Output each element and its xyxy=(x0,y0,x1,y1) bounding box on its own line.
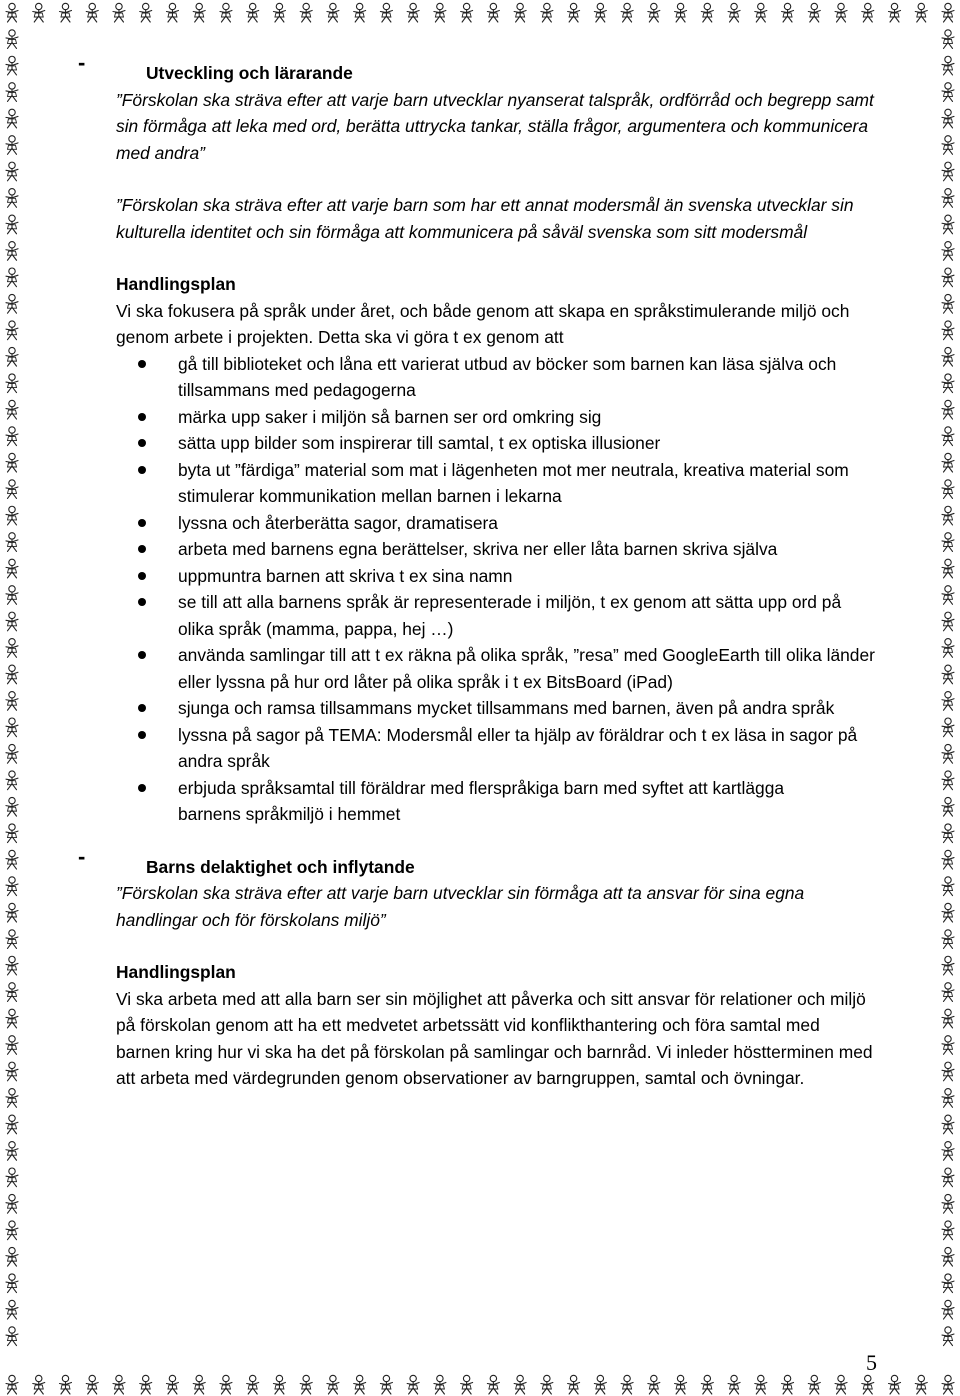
bullet-icon xyxy=(138,545,146,553)
child-figure-icon xyxy=(6,612,18,631)
child-figure-icon xyxy=(942,374,954,393)
child-figure-icon xyxy=(6,797,18,816)
child-figure-icon xyxy=(942,1300,954,1319)
list-item: sjunga och ramsa tillsammans mycket tillsammans med barnen, även på andra språk xyxy=(116,695,876,722)
child-figure-icon xyxy=(6,824,18,843)
child-figure-icon xyxy=(942,1194,954,1213)
child-figure-icon xyxy=(942,56,954,75)
child-figure-icon xyxy=(6,850,18,869)
child-figure-icon xyxy=(942,1062,954,1081)
plan-heading-2: Handlingsplan xyxy=(116,962,236,982)
child-figure-icon xyxy=(6,347,18,366)
child-figure-icon xyxy=(113,1375,125,1394)
child-figure-icon xyxy=(6,983,18,1002)
child-figure-icon xyxy=(33,3,45,22)
child-figure-icon xyxy=(354,3,366,22)
child-figure-icon xyxy=(6,956,18,975)
child-figure-icon xyxy=(942,1327,954,1346)
child-figure-icon xyxy=(6,1062,18,1081)
child-figure-icon xyxy=(782,3,794,22)
child-figure-icon xyxy=(942,242,954,261)
child-figure-icon xyxy=(354,1375,366,1394)
child-figure-icon xyxy=(6,268,18,287)
child-figure-icon xyxy=(942,453,954,472)
bullet-icon xyxy=(138,704,146,712)
plan-text-1: Vi ska fokusera på språk under året, och både genom att skapa en språkstimulerande miljö och genom arbete i projekten. Detta ska vi göra t ex genom att xyxy=(116,300,850,347)
child-figure-icon xyxy=(942,692,954,711)
list-item: sätta upp bilder som inspirerar till samtal, t ex optiska illusioner xyxy=(116,430,876,457)
child-figure-icon xyxy=(514,1375,526,1394)
child-figure-icon xyxy=(782,1375,794,1394)
child-figure-icon xyxy=(942,215,954,234)
child-figure-icon xyxy=(6,1247,18,1266)
child-figure-icon xyxy=(140,3,152,22)
plan-heading-1: Handlingsplan xyxy=(116,274,236,294)
child-figure-icon xyxy=(514,3,526,22)
child-figure-icon xyxy=(6,639,18,658)
child-figure-icon xyxy=(568,3,580,22)
child-figure-icon xyxy=(6,1115,18,1134)
child-figure-icon xyxy=(6,586,18,605)
bullet-icon xyxy=(138,360,146,368)
document-body xyxy=(78,50,876,1092)
curriculum-quote-3: ”Förskolan ska sträva efter att varje barn utvecklar sin förmåga att ta ansvar för sina egna handlingar och för förskolans miljö” xyxy=(116,883,805,930)
child-figure-icon xyxy=(487,1375,499,1394)
child-figure-icon xyxy=(942,1274,954,1293)
child-figure-icon xyxy=(942,771,954,790)
child-figure-icon xyxy=(6,533,18,552)
child-figure-icon xyxy=(942,1247,954,1266)
child-figure-icon xyxy=(942,797,954,816)
heading-dash: - xyxy=(78,50,86,75)
child-figure-icon xyxy=(675,1375,687,1394)
child-figure-icon xyxy=(648,3,660,22)
child-figure-icon xyxy=(193,3,205,22)
child-figure-icon xyxy=(728,1375,740,1394)
child-figure-icon xyxy=(6,506,18,525)
child-figure-icon xyxy=(942,480,954,499)
child-figure-icon xyxy=(327,1375,339,1394)
child-figure-icon xyxy=(728,3,740,22)
child-figure-icon xyxy=(59,3,71,22)
child-figure-icon xyxy=(6,1274,18,1293)
curriculum-quote-1: ”Förskolan ska sträva efter att varje barn utvecklar nyanserat talspråk, ordförråd och begrepp samt sin förmåga att leka med ord, berätta uttrycka tankar, ställa frågor, argumentera och kommunicera med andra” xyxy=(116,89,874,163)
child-figure-icon xyxy=(6,453,18,472)
child-figure-icon xyxy=(6,718,18,737)
child-figure-icon xyxy=(273,1375,285,1394)
child-figure-icon xyxy=(942,930,954,949)
child-figure-icon xyxy=(942,189,954,208)
child-figure-icon xyxy=(86,1375,98,1394)
child-figure-icon xyxy=(33,1375,45,1394)
child-figure-icon xyxy=(6,109,18,128)
bullet-icon xyxy=(138,519,146,527)
bullet-icon xyxy=(138,731,146,739)
child-figure-icon xyxy=(6,400,18,419)
child-figure-icon xyxy=(942,744,954,763)
child-figure-icon xyxy=(6,1168,18,1187)
child-figure-icon xyxy=(6,1300,18,1319)
child-figure-icon xyxy=(942,956,954,975)
heading-dash: - xyxy=(78,843,86,869)
bullet-icon xyxy=(138,651,146,659)
bullet-icon xyxy=(138,572,146,580)
child-figure-icon xyxy=(6,744,18,763)
child-figure-icon xyxy=(889,1375,901,1394)
child-figure-icon xyxy=(6,1327,18,1346)
child-figure-icon xyxy=(942,824,954,843)
page-number: 5 xyxy=(866,1350,877,1375)
bullet-icon xyxy=(138,413,146,421)
child-figure-icon xyxy=(942,109,954,128)
child-figure-icon xyxy=(6,294,18,313)
child-figure-icon xyxy=(166,3,178,22)
child-figure-icon xyxy=(6,3,18,22)
child-figure-icon xyxy=(6,374,18,393)
child-figure-icon xyxy=(942,83,954,102)
list-item: gå till biblioteket och låna ett varierat utbud av böcker som barnen kan läsa själva och tillsammans med pedagogerna xyxy=(116,351,876,404)
child-figure-icon xyxy=(568,1375,580,1394)
child-figure-icon xyxy=(6,480,18,499)
child-figure-icon xyxy=(6,903,18,922)
bullet-icon xyxy=(138,439,146,447)
child-figure-icon xyxy=(6,215,18,234)
child-figure-icon xyxy=(942,1089,954,1108)
child-figure-icon xyxy=(755,1375,767,1394)
child-figure-icon xyxy=(541,3,553,22)
list-item: erbjuda språksamtal till föräldrar med flerspråkiga barn med syftet att kartlägga xyxy=(116,775,876,802)
child-figure-icon xyxy=(942,347,954,366)
child-figure-icon xyxy=(327,3,339,22)
section2-heading xyxy=(78,843,876,881)
child-figure-icon xyxy=(942,268,954,287)
child-figure-icon xyxy=(942,400,954,419)
child-figure-icon xyxy=(461,3,473,22)
child-figure-icon xyxy=(701,3,713,22)
list-item: använda samlingar till att t ex räkna på olika språk, ”resa” med GoogleEarth till olika länder eller lyssna på hur ord låter på olika språk i t ex BitsBoard (iPad) xyxy=(116,642,876,695)
list-item: byta ut ”färdiga” material som mat i lägenheten mot mer neutrala, kreativa material som stimulerar kommunikation mellan barnen i lekarna xyxy=(116,457,876,510)
child-figure-icon xyxy=(942,903,954,922)
child-figure-icon xyxy=(942,1168,954,1187)
section2-heading-text: Barns delaktighet och inflytande xyxy=(146,856,415,877)
child-figure-icon xyxy=(942,1142,954,1161)
child-figure-icon xyxy=(942,136,954,155)
child-figure-icon xyxy=(889,3,901,22)
child-figure-icon xyxy=(942,665,954,684)
child-figure-icon xyxy=(273,3,285,22)
child-figure-icon xyxy=(942,586,954,605)
child-figure-icon xyxy=(247,1375,259,1394)
child-figure-icon xyxy=(6,242,18,261)
child-figure-icon xyxy=(434,1375,446,1394)
child-figure-icon xyxy=(942,533,954,552)
child-figure-icon xyxy=(942,3,954,22)
child-figure-icon xyxy=(755,3,767,22)
child-figure-icon xyxy=(6,1221,18,1240)
list-item: arbeta med barnens egna berättelser, skriva ner eller låta barnen skriva själva xyxy=(116,536,876,563)
list-item: lyssna och återberätta sagor, dramatisera xyxy=(116,510,876,537)
child-figure-icon xyxy=(6,877,18,896)
child-figure-icon xyxy=(942,639,954,658)
child-figure-icon xyxy=(193,1375,205,1394)
child-figure-icon xyxy=(140,1375,152,1394)
child-figure-icon xyxy=(942,718,954,737)
child-figure-icon xyxy=(247,3,259,22)
list-item: uppmuntra barnen att skriva t ex sina namn xyxy=(116,563,876,590)
child-figure-icon xyxy=(461,1375,473,1394)
child-figure-icon xyxy=(6,1194,18,1213)
child-figure-icon xyxy=(942,30,954,49)
child-figure-icon xyxy=(6,1036,18,1055)
child-figure-icon xyxy=(59,1375,71,1394)
child-figure-icon xyxy=(300,3,312,22)
child-figure-icon xyxy=(942,162,954,181)
child-figure-icon xyxy=(541,1375,553,1394)
child-figure-icon xyxy=(6,930,18,949)
child-figure-icon xyxy=(594,3,606,22)
child-figure-icon xyxy=(701,1375,713,1394)
child-figure-icon xyxy=(862,1375,874,1394)
child-figure-icon xyxy=(942,612,954,631)
child-figure-icon xyxy=(220,3,232,22)
child-figure-icon xyxy=(835,3,847,22)
child-figure-icon xyxy=(915,1375,927,1394)
child-figure-icon xyxy=(942,983,954,1002)
child-figure-icon xyxy=(6,665,18,684)
child-figure-icon xyxy=(675,3,687,22)
child-figure-icon xyxy=(380,3,392,22)
child-figure-icon xyxy=(942,1375,954,1394)
child-figure-icon xyxy=(434,3,446,22)
list-item: märka upp saker i miljön så barnen ser ord omkring sig xyxy=(116,404,876,431)
child-figure-icon xyxy=(621,1375,633,1394)
child-figure-icon xyxy=(300,1375,312,1394)
child-figure-icon xyxy=(6,771,18,790)
list-item: se till att alla barnens språk är representerade i miljön, t ex genom att sätta upp ord på olika språk (mamma, pappa, hej …) xyxy=(116,589,876,642)
child-figure-icon xyxy=(113,3,125,22)
bullet-icon xyxy=(138,466,146,474)
child-figure-icon xyxy=(942,506,954,525)
child-figure-icon xyxy=(915,3,927,22)
child-figure-icon xyxy=(6,136,18,155)
child-figure-icon xyxy=(942,1115,954,1134)
child-figure-icon xyxy=(648,1375,660,1394)
child-figure-icon xyxy=(942,850,954,869)
child-figure-icon xyxy=(86,3,98,22)
child-figure-icon xyxy=(380,1375,392,1394)
child-figure-icon xyxy=(6,189,18,208)
child-figure-icon xyxy=(6,1089,18,1108)
child-figure-icon xyxy=(6,30,18,49)
child-figure-icon xyxy=(942,877,954,896)
bullet-icon xyxy=(138,784,146,792)
activity-list xyxy=(116,351,876,802)
child-figure-icon xyxy=(407,1375,419,1394)
child-figure-icon xyxy=(6,1142,18,1161)
child-figure-icon xyxy=(6,559,18,578)
bullet-icon xyxy=(138,598,146,606)
child-figure-icon xyxy=(594,1375,606,1394)
child-figure-icon xyxy=(942,559,954,578)
child-figure-icon xyxy=(835,1375,847,1394)
child-figure-icon xyxy=(6,321,18,340)
child-figure-icon xyxy=(6,1375,18,1394)
section1-heading xyxy=(78,50,876,87)
child-figure-icon xyxy=(6,83,18,102)
child-figure-icon xyxy=(487,3,499,22)
child-figure-icon xyxy=(942,1009,954,1028)
child-figure-icon xyxy=(6,162,18,181)
child-figure-icon xyxy=(942,294,954,313)
section1-heading-text: Utveckling och lärarande xyxy=(146,63,353,83)
list-item: lyssna på sagor på TEMA: Modersmål eller ta hjälp av föräldrar och t ex läsa in sagor på andra språk xyxy=(116,722,876,775)
child-figure-icon xyxy=(407,3,419,22)
child-figure-icon xyxy=(220,1375,232,1394)
curriculum-quote-2: ”Förskolan ska sträva efter att varje barn som har ett annat modersmål än svenska utvecklar sin kulturella identitet och sin förmåga att kommunicera på såväl svenska som sitt modersmål xyxy=(116,195,854,242)
child-figure-icon xyxy=(6,56,18,75)
child-figure-icon xyxy=(808,1375,820,1394)
child-figure-icon xyxy=(808,3,820,22)
child-figure-icon xyxy=(621,3,633,22)
child-figure-icon xyxy=(6,1009,18,1028)
child-figure-icon xyxy=(942,427,954,446)
child-figure-icon xyxy=(942,1221,954,1240)
child-figure-icon xyxy=(862,3,874,22)
child-figure-icon xyxy=(942,1036,954,1055)
list-continuation: barnens språkmiljö i hemmet xyxy=(178,804,401,824)
child-figure-icon xyxy=(6,427,18,446)
child-figure-icon xyxy=(6,692,18,711)
plan-text-2: Vi ska arbeta med att alla barn ser sin möjlighet att påverka och sitt ansvar för relationer och miljö på förskolan genom att ha ett medvetet arbetssätt vid konflikthantering och föra samtal med barnen kring hur vi ska ha det på förskolan på samlingar och barnråd. Vi inleder höstterminen med att arbeta med värdegrunden genom observationer av barngruppen, samtal och övningar. xyxy=(116,988,873,1088)
child-figure-icon xyxy=(166,1375,178,1394)
child-figure-icon xyxy=(942,321,954,340)
